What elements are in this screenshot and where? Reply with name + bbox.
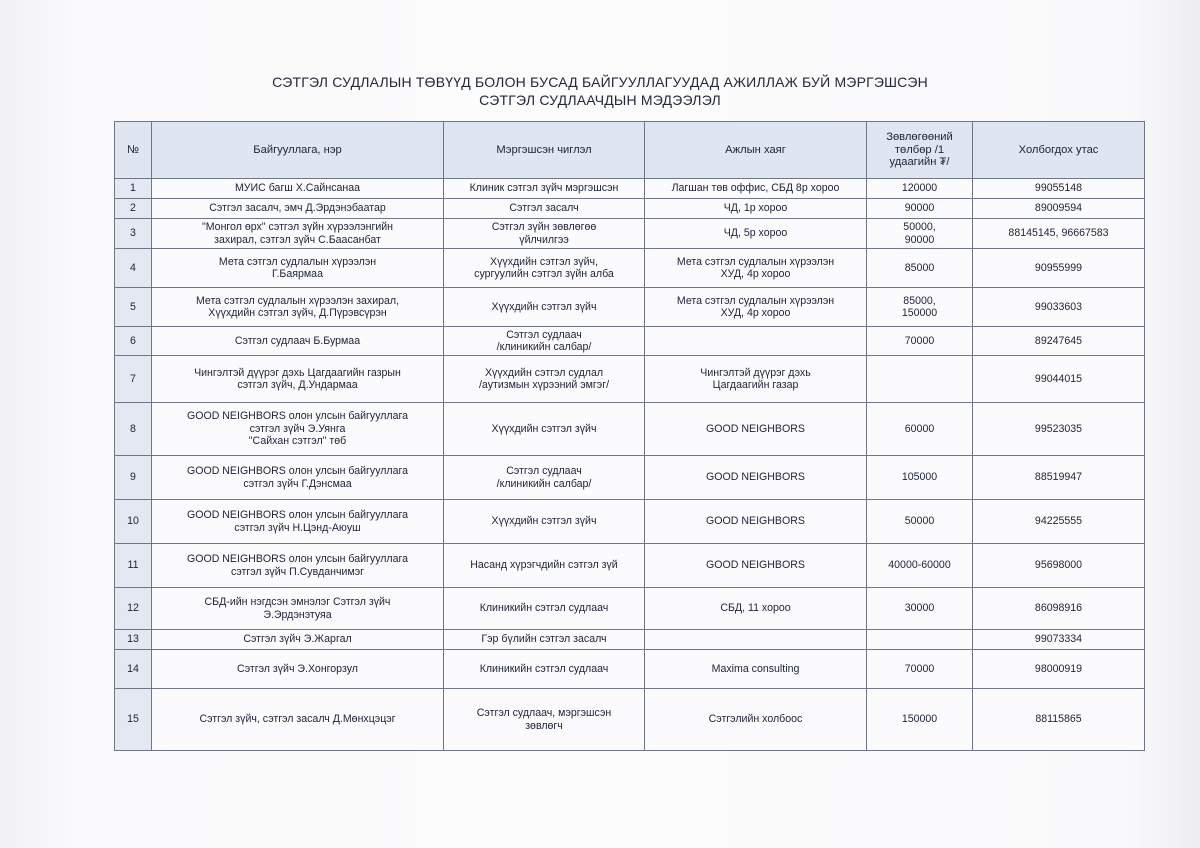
cell-specialization: Сэтгэл судлаач /клиникийн салбар/	[444, 327, 645, 356]
cell-row-number: 14	[115, 650, 152, 689]
cell-contact-phone: 99044015	[973, 356, 1145, 403]
cell-specialization: Хүүхдийн сэтгэл судлал /аутизмын хүрээний эмгэг/	[444, 356, 645, 403]
cell-work-address: Лагшан төв оффис, СБД 8р хороо	[645, 179, 867, 199]
cell-consultation-fee: 50000, 90000	[867, 219, 973, 249]
cell-organization-name: Сэтгэл зүйч Э.Жаргал	[152, 630, 444, 650]
table-row	[115, 199, 1145, 219]
cell-specialization: Клиникийн сэтгэл судлаач	[444, 588, 645, 630]
header-contact-phone: Холбогдох утас	[973, 122, 1145, 179]
table-row	[115, 288, 1145, 327]
cell-contact-phone: 89247645	[973, 327, 1145, 356]
cell-consultation-fee: 30000	[867, 588, 973, 630]
cell-consultation-fee: 40000-60000	[867, 544, 973, 588]
cell-work-address	[645, 630, 867, 650]
cell-row-number: 2	[115, 199, 152, 219]
cell-consultation-fee: 85000, 150000	[867, 288, 973, 327]
cell-work-address: GOOD NEIGHBORS	[645, 500, 867, 544]
cell-organization-name: СБД-ийн нэгдсэн эмнэлэг Сэтгэл зүйч Э.Эрдэнэтуяа	[152, 588, 444, 630]
table-row	[115, 650, 1145, 689]
cell-contact-phone: 90955999	[973, 249, 1145, 288]
cell-consultation-fee: 70000	[867, 327, 973, 356]
cell-specialization: Хүүхдийн сэтгэл зүйч	[444, 500, 645, 544]
title-line-2: СЭТГЭЛ СУДЛААЧДЫН МЭДЭЭЛЭЛ	[479, 92, 721, 108]
cell-organization-name: Чингэлтэй дүүрэг дэхь Цагдаагийн газрын сэтгэл зүйч, Д.Ундармаа	[152, 356, 444, 403]
cell-row-number: 6	[115, 327, 152, 356]
table-row	[115, 356, 1145, 403]
cell-consultation-fee: 60000	[867, 403, 973, 456]
cell-specialization: Насанд хүрэгчдийн сэтгэл зүй	[444, 544, 645, 588]
cell-organization-name: Сэтгэл зүйч Э.Хонгорзул	[152, 650, 444, 689]
psychologist-table	[114, 121, 1145, 751]
cell-specialization: Хүүхдийн сэтгэл зүйч	[444, 288, 645, 327]
header-specialization: Мэргэшсэн чиглэл	[444, 122, 645, 179]
cell-work-address: Чингэлтэй дүүрэг дэхь Цагдаагийн газар	[645, 356, 867, 403]
cell-specialization: Сэтгэл засалч	[444, 199, 645, 219]
cell-contact-phone: 94225555	[973, 500, 1145, 544]
table-row	[115, 403, 1145, 456]
cell-organization-name: GOOD NEIGHBORS олон улсын байгууллага сэтгэл зүйч Н.Цэнд-Аюуш	[152, 500, 444, 544]
cell-organization-name: "Монгол өрх" сэтгэл зүйн хүрээлэнгийн захирал, сэтгэл зүйч С.Баасанбат	[152, 219, 444, 249]
table-row	[115, 179, 1145, 199]
cell-organization-name: Сэтгэл судлаач Б.Бурмаа	[152, 327, 444, 356]
cell-specialization: Сэтгэл зүйн зөвлөгөө үйлчилгээ	[444, 219, 645, 249]
cell-contact-phone: 98000919	[973, 650, 1145, 689]
table-body	[115, 179, 1145, 751]
table-row	[115, 630, 1145, 650]
cell-specialization: Клиник сэтгэл зүйч мэргэшсэн	[444, 179, 645, 199]
cell-row-number: 7	[115, 356, 152, 403]
cell-organization-name: GOOD NEIGHBORS олон улсын байгууллага сэтгэл зүйч Э.Уянга "Сайхан сэтгэл" төб	[152, 403, 444, 456]
cell-consultation-fee	[867, 356, 973, 403]
cell-contact-phone: 95698000	[973, 544, 1145, 588]
cell-row-number: 3	[115, 219, 152, 249]
table-row	[115, 327, 1145, 356]
cell-specialization: Хүүхдийн сэтгэл зүйч, сургуулийн сэтгэл зүйн алба	[444, 249, 645, 288]
table-row	[115, 456, 1145, 500]
table-row	[115, 544, 1145, 588]
cell-row-number: 9	[115, 456, 152, 500]
cell-work-address: GOOD NEIGHBORS	[645, 544, 867, 588]
cell-row-number: 1	[115, 179, 152, 199]
cell-row-number: 13	[115, 630, 152, 650]
cell-work-address: Мета сэтгэл судлалын хүрээлэн ХУД, 4р хороо	[645, 288, 867, 327]
cell-consultation-fee: 85000	[867, 249, 973, 288]
cell-contact-phone: 99055148	[973, 179, 1145, 199]
cell-consultation-fee: 90000	[867, 199, 973, 219]
cell-specialization: Сэтгэл судлаач, мэргэшсэн зөвлөгч	[444, 689, 645, 751]
header-consultation-fee: Зөвлөгөөний төлбөр /1 удаагийн ₮/	[867, 122, 973, 179]
cell-work-address: GOOD NEIGHBORS	[645, 403, 867, 456]
cell-specialization: Клиникийн сэтгэл судлаач	[444, 650, 645, 689]
cell-contact-phone: 99523035	[973, 403, 1145, 456]
cell-row-number: 11	[115, 544, 152, 588]
cell-contact-phone: 88519947	[973, 456, 1145, 500]
cell-work-address: ЧД, 1р хороо	[645, 199, 867, 219]
title-line-1: СЭТГЭЛ СУДЛАЛЫН ТӨВҮҮД БОЛОН БУСАД БАЙГУУЛЛАГУУДАД АЖИЛЛАЖ БУЙ МЭРГЭШСЭН	[272, 74, 928, 90]
cell-consultation-fee: 150000	[867, 689, 973, 751]
table-row	[115, 689, 1145, 751]
cell-contact-phone: 89009594	[973, 199, 1145, 219]
cell-organization-name: GOOD NEIGHBORS олон улсын байгууллага сэтгэл зүйч Г.Дэнсмаа	[152, 456, 444, 500]
cell-specialization: Гэр бүлийн сэтгэл засалч	[444, 630, 645, 650]
header-work-address: Ажлын хаяг	[645, 122, 867, 179]
table-row	[115, 219, 1145, 249]
cell-consultation-fee: 105000	[867, 456, 973, 500]
cell-row-number: 12	[115, 588, 152, 630]
cell-organization-name: Сэтгэл зүйч, сэтгэл засалч Д.Мөнхцэцэг	[152, 689, 444, 751]
cell-contact-phone: 86098916	[973, 588, 1145, 630]
cell-work-address: GOOD NEIGHBORS	[645, 456, 867, 500]
cell-specialization: Сэтгэл судлаач /клиникийн салбар/	[444, 456, 645, 500]
cell-work-address: Сэтгэлийн холбоос	[645, 689, 867, 751]
table-row	[115, 249, 1145, 288]
cell-work-address	[645, 327, 867, 356]
cell-organization-name: Сэтгэл засалч, эмч Д.Эрдэнэбаатар	[152, 199, 444, 219]
cell-work-address: ЧД, 5р хороо	[645, 219, 867, 249]
cell-contact-phone: 99033603	[973, 288, 1145, 327]
cell-specialization: Хүүхдийн сэтгэл зүйч	[444, 403, 645, 456]
table-row	[115, 588, 1145, 630]
cell-organization-name: GOOD NEIGHBORS олон улсын байгууллага сэтгэл зүйч П.Сувданчимэг	[152, 544, 444, 588]
cell-consultation-fee: 70000	[867, 650, 973, 689]
cell-row-number: 15	[115, 689, 152, 751]
cell-row-number: 8	[115, 403, 152, 456]
cell-row-number: 5	[115, 288, 152, 327]
table-row	[115, 500, 1145, 544]
cell-organization-name: Мета сэтгэл судлалын хүрээлэн захирал, Хүүхдийн сэтгэл зүйч, Д.Пүрэвсүрэн	[152, 288, 444, 327]
cell-contact-phone: 99073334	[973, 630, 1145, 650]
cell-contact-phone: 88115865	[973, 689, 1145, 751]
cell-consultation-fee: 50000	[867, 500, 973, 544]
cell-row-number: 4	[115, 249, 152, 288]
cell-row-number: 10	[115, 500, 152, 544]
cell-work-address: СБД, 11 хороо	[645, 588, 867, 630]
header-organization-name: Байгууллага, нэр	[152, 122, 444, 179]
cell-consultation-fee: 120000	[867, 179, 973, 199]
header-number: №	[115, 122, 152, 179]
table-header-row	[115, 122, 1145, 179]
cell-work-address: Maxima consulting	[645, 650, 867, 689]
cell-contact-phone: 88145145, 96667583	[973, 219, 1145, 249]
cell-consultation-fee	[867, 630, 973, 650]
cell-organization-name: МУИС багш Х.Сайнсанаа	[152, 179, 444, 199]
document-title	[0, 73, 1200, 109]
cell-work-address: Мета сэтгэл судлалын хүрээлэн ХУД, 4р хороо	[645, 249, 867, 288]
cell-organization-name: Мета сэтгэл судлалын хүрээлэн Г.Баярмаа	[152, 249, 444, 288]
